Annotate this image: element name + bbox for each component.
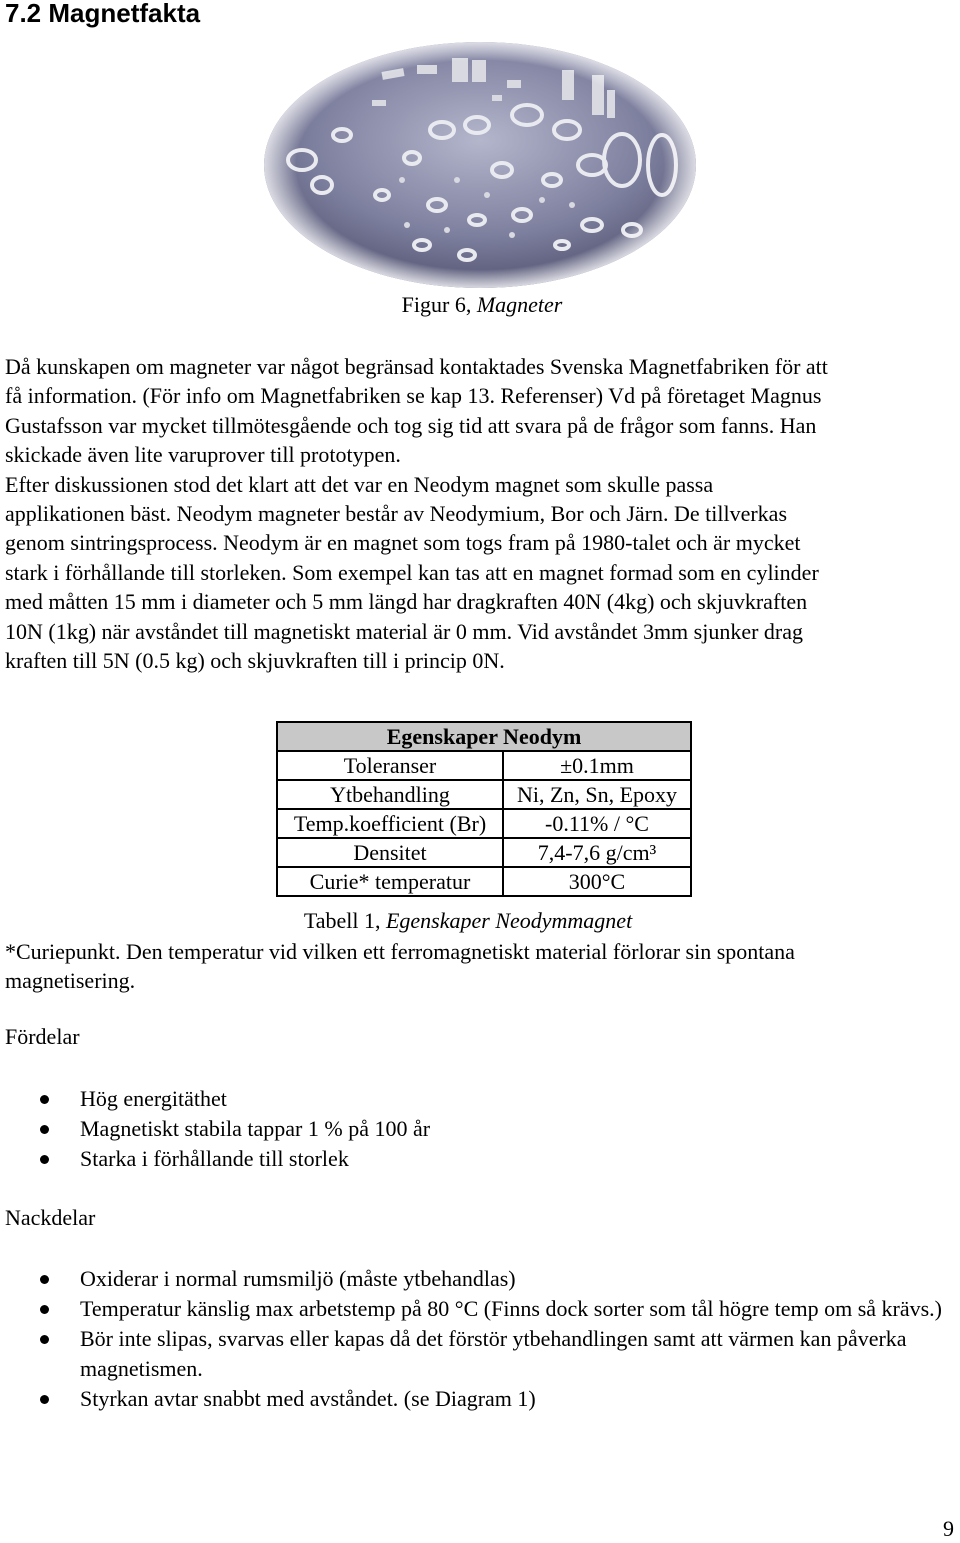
property-value: 300°C: [503, 867, 691, 896]
bullet-icon: [40, 1395, 49, 1404]
bullet-icon: [40, 1155, 49, 1164]
property-value: 7,4-7,6 g/cm³: [503, 838, 691, 867]
list-item: Bör inte slipas, svarvas eller kapas då det förstör ytbehandlingen samt att värmen kan påverka magnetismen.: [0, 1324, 960, 1384]
table-header: Egenskaper Neodym: [277, 722, 691, 751]
table-row: [277, 780, 691, 809]
bullet-icon: [40, 1305, 49, 1314]
property-label: Temp.koefficient (Br): [277, 809, 503, 838]
footnote: [5, 937, 957, 996]
list-item: Hög energitäthet: [0, 1084, 960, 1114]
table-row: [277, 867, 691, 896]
table-row: [277, 751, 691, 780]
properties-table: [276, 721, 692, 897]
list-item: Temperatur känslig max arbetstemp på 80 °C (Finns dock sorter som tål högre temp om så krävs.): [0, 1294, 960, 1324]
text-line: med måtten 15 mm i diameter och 5 mm längd har dragkraften 40N (4kg) och skjuvkraften: [5, 589, 808, 615]
disadvantages-list: [0, 1264, 960, 1414]
property-value: -0.11% / °C: [503, 809, 691, 838]
property-value: ±0.1mm: [503, 751, 691, 780]
property-label: Densitet: [277, 838, 503, 867]
table-row: [277, 809, 691, 838]
table-row: [277, 838, 691, 867]
list-item: Styrkan avtar snabbt med avståndet. (se Diagram 1): [0, 1384, 960, 1414]
bullet-icon: [40, 1095, 49, 1104]
section-heading: 7.2 Magnetfakta: [5, 0, 201, 28]
page-number: 9: [943, 1516, 954, 1541]
bullet-icon: [40, 1125, 49, 1134]
list-item: Oxiderar i normal rumsmiljö (måste ytbehandlas): [0, 1264, 960, 1294]
advantages-label: Fördelar: [5, 1024, 80, 1049]
text-line: Efter diskussionen stod det klart att det var en Neodym magnet som skulle passa: [5, 471, 714, 497]
property-label: Toleranser: [277, 751, 503, 780]
disadvantages-label: Nackdelar: [5, 1205, 96, 1230]
property-label: Ytbehandling: [277, 780, 503, 809]
text-line: genom sintringsprocess. Neodym är en magnet som togs fram på 1980-talet och är mycket: [5, 530, 801, 556]
text-line: kraften till 5N (0.5 kg) och skjuvkraften till i princip 0N.: [5, 648, 505, 674]
text-line: 10N (1kg) när avståndet till magnetiskt material är 0 mm. Vid avståndet 3mm sjunker drag: [5, 618, 804, 644]
property-label: Curie* temperatur: [277, 867, 503, 896]
text-line: få information. (För info om Magnetfabriken se kap 13. Referenser) Vd på företaget Magnus: [5, 383, 822, 409]
bullet-icon: [40, 1335, 49, 1344]
intro-paragraph: [5, 352, 957, 675]
text-line: applikationen bäst. Neodym magneter består av Neodymium, Bor och Järn. De tillverkas: [5, 501, 788, 527]
table-caption: Tabell 1, Egenskaper Neodymmagnet: [303, 908, 633, 933]
list-item: Starka i förhållande till storlek: [0, 1144, 960, 1174]
property-value: Ni, Zn, Sn, Epoxy: [503, 780, 691, 809]
text-line: Gustafsson var mycket tillmötesgående och tog sig tid att svara på de frågor som fanns. Han: [5, 412, 817, 438]
figure-caption: Figur 6, Magneter: [401, 292, 563, 317]
text-line: Då kunskapen om magneter var något begränsad kontaktades Svenska Magnetfabriken för att: [5, 354, 828, 379]
text-line: magnetisering.: [5, 968, 136, 994]
list-item: Magnetiskt stabila tappar 1 % på 100 år: [0, 1114, 960, 1144]
bullet-icon: [40, 1275, 49, 1284]
magnets-photo: [262, 40, 698, 290]
text-line: stark i förhållande till storleken. Som exempel kan tas att en magnet formad som en cylinder: [5, 559, 819, 585]
text-line: skickade även lite varuprover till prototypen.: [5, 442, 401, 468]
advantages-list: [0, 1084, 960, 1174]
text-line: *Curiepunkt. Den temperatur vid vilken ett ferromagnetiskt material förlorar sin spontana: [5, 939, 795, 964]
